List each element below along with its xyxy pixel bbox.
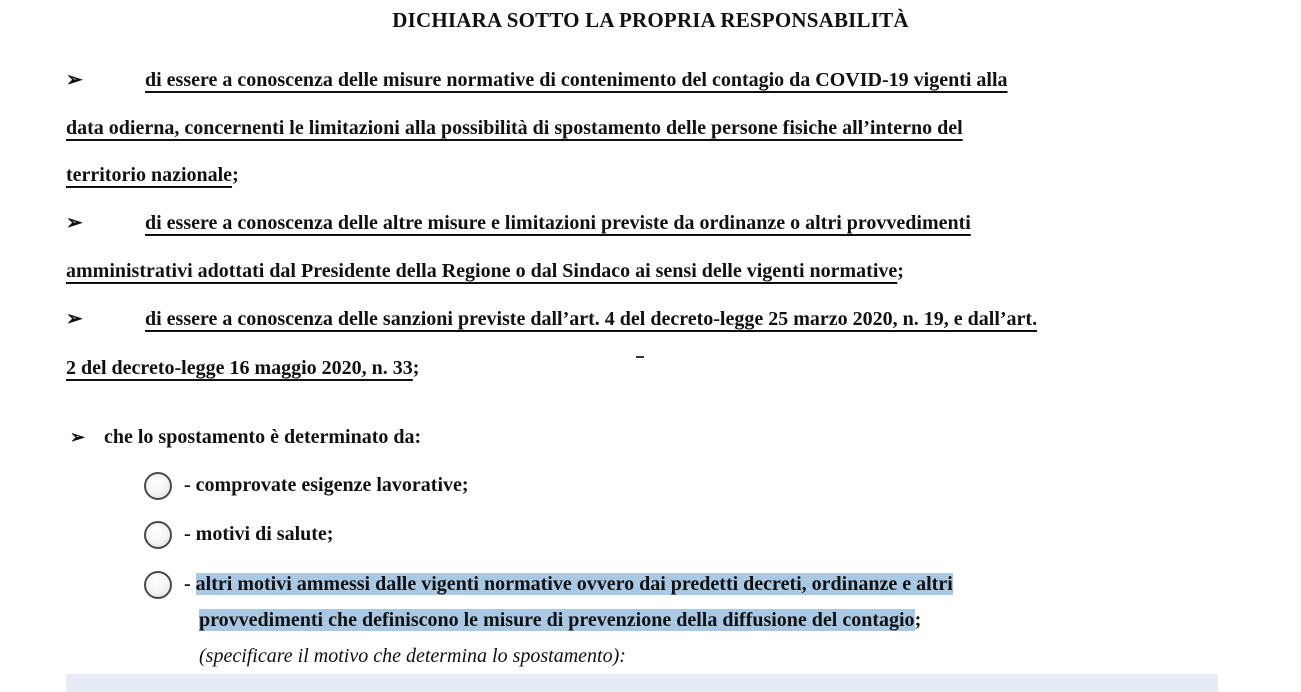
arrow-bullet-icon: ➢ xyxy=(66,308,83,330)
option-3-end: ; xyxy=(914,609,922,631)
stray-mark xyxy=(636,356,644,358)
arrow-bullet-icon: ➢ xyxy=(66,69,83,91)
option-3-note: (specificare il motivo che determina lo spostamento): xyxy=(199,645,626,667)
declaration-2-text-2: amministrativi adottati dal Presidente della Regione o dal Sindaco ai sensi delle vigenti normative xyxy=(66,260,898,282)
option-3-dash: - xyxy=(184,573,191,595)
declaration-3-text-2: 2 del decreto-legge 16 maggio 2020, n. 33 xyxy=(66,357,413,379)
option-2-text: motivi di salute; xyxy=(195,523,334,545)
declaration-1-text-1: di essere a conoscenza delle misure normative di contenimento del contagio da COVID-19 vigenti alla xyxy=(145,69,1008,91)
declaration-1-text-3: territorio nazionale xyxy=(66,164,233,186)
radio-work-reasons[interactable] xyxy=(144,472,172,500)
option-3-label-line-2 xyxy=(199,607,921,633)
declaration-2-line-2 xyxy=(66,258,904,284)
option-1-label xyxy=(184,472,469,498)
declaration-2-text-1: di essere a conoscenza delle altre misure e limitazioni previste da ordinanze o altri provvedimenti xyxy=(145,212,971,234)
reason-text-field[interactable] xyxy=(66,674,1218,692)
radio-health-reasons[interactable] xyxy=(144,521,172,549)
declaration-3-line-2 xyxy=(66,355,419,381)
option-2-dash: - xyxy=(184,523,191,545)
declaration-1-end: ; xyxy=(232,164,239,186)
declaration-1-line-3 xyxy=(66,162,239,188)
option-3-text-1: altri motivi ammessi dalle vigenti normative ovvero dai predetti decreti, ordinanze e altri xyxy=(195,573,953,595)
declaration-1-line-1 xyxy=(145,67,1008,93)
page-title: DICHIARA SOTTO LA PROPRIA RESPONSABILITÀ xyxy=(392,8,909,32)
declaration-1-line-2 xyxy=(66,115,963,141)
declaration-1-text-2: data odierna, concernenti le limitazioni alla possibilità di spostamento delle persone fisiche all’interno del xyxy=(66,117,963,139)
option-3-label-line-1 xyxy=(184,571,953,597)
arrow-bullet-icon: ➢ xyxy=(70,427,86,447)
declaration-3-text-1: di essere a conoscenza delle sanzioni previste dall’art. 4 del decreto-legge 25 marzo 2020, n. 19, e dall’art. xyxy=(145,308,1038,330)
option-1-text: comprovate esigenze lavorative; xyxy=(195,474,469,496)
option-2-label xyxy=(184,521,333,547)
arrow-bullet-icon: ➢ xyxy=(66,212,83,234)
declaration-3-line-1 xyxy=(145,306,1037,332)
declaration-2-end: ; xyxy=(897,260,904,282)
radio-other-reasons[interactable] xyxy=(144,571,172,599)
option-1-dash: - xyxy=(184,474,191,496)
declaration-2-line-1 xyxy=(145,210,971,236)
declaration-3-end: ; xyxy=(412,357,420,379)
option-3-text-2: provvedimenti che definiscono le misure di prevenzione della diffusione del contagio xyxy=(199,609,915,631)
reason-heading: che lo spostamento è determinato da: xyxy=(104,426,422,448)
